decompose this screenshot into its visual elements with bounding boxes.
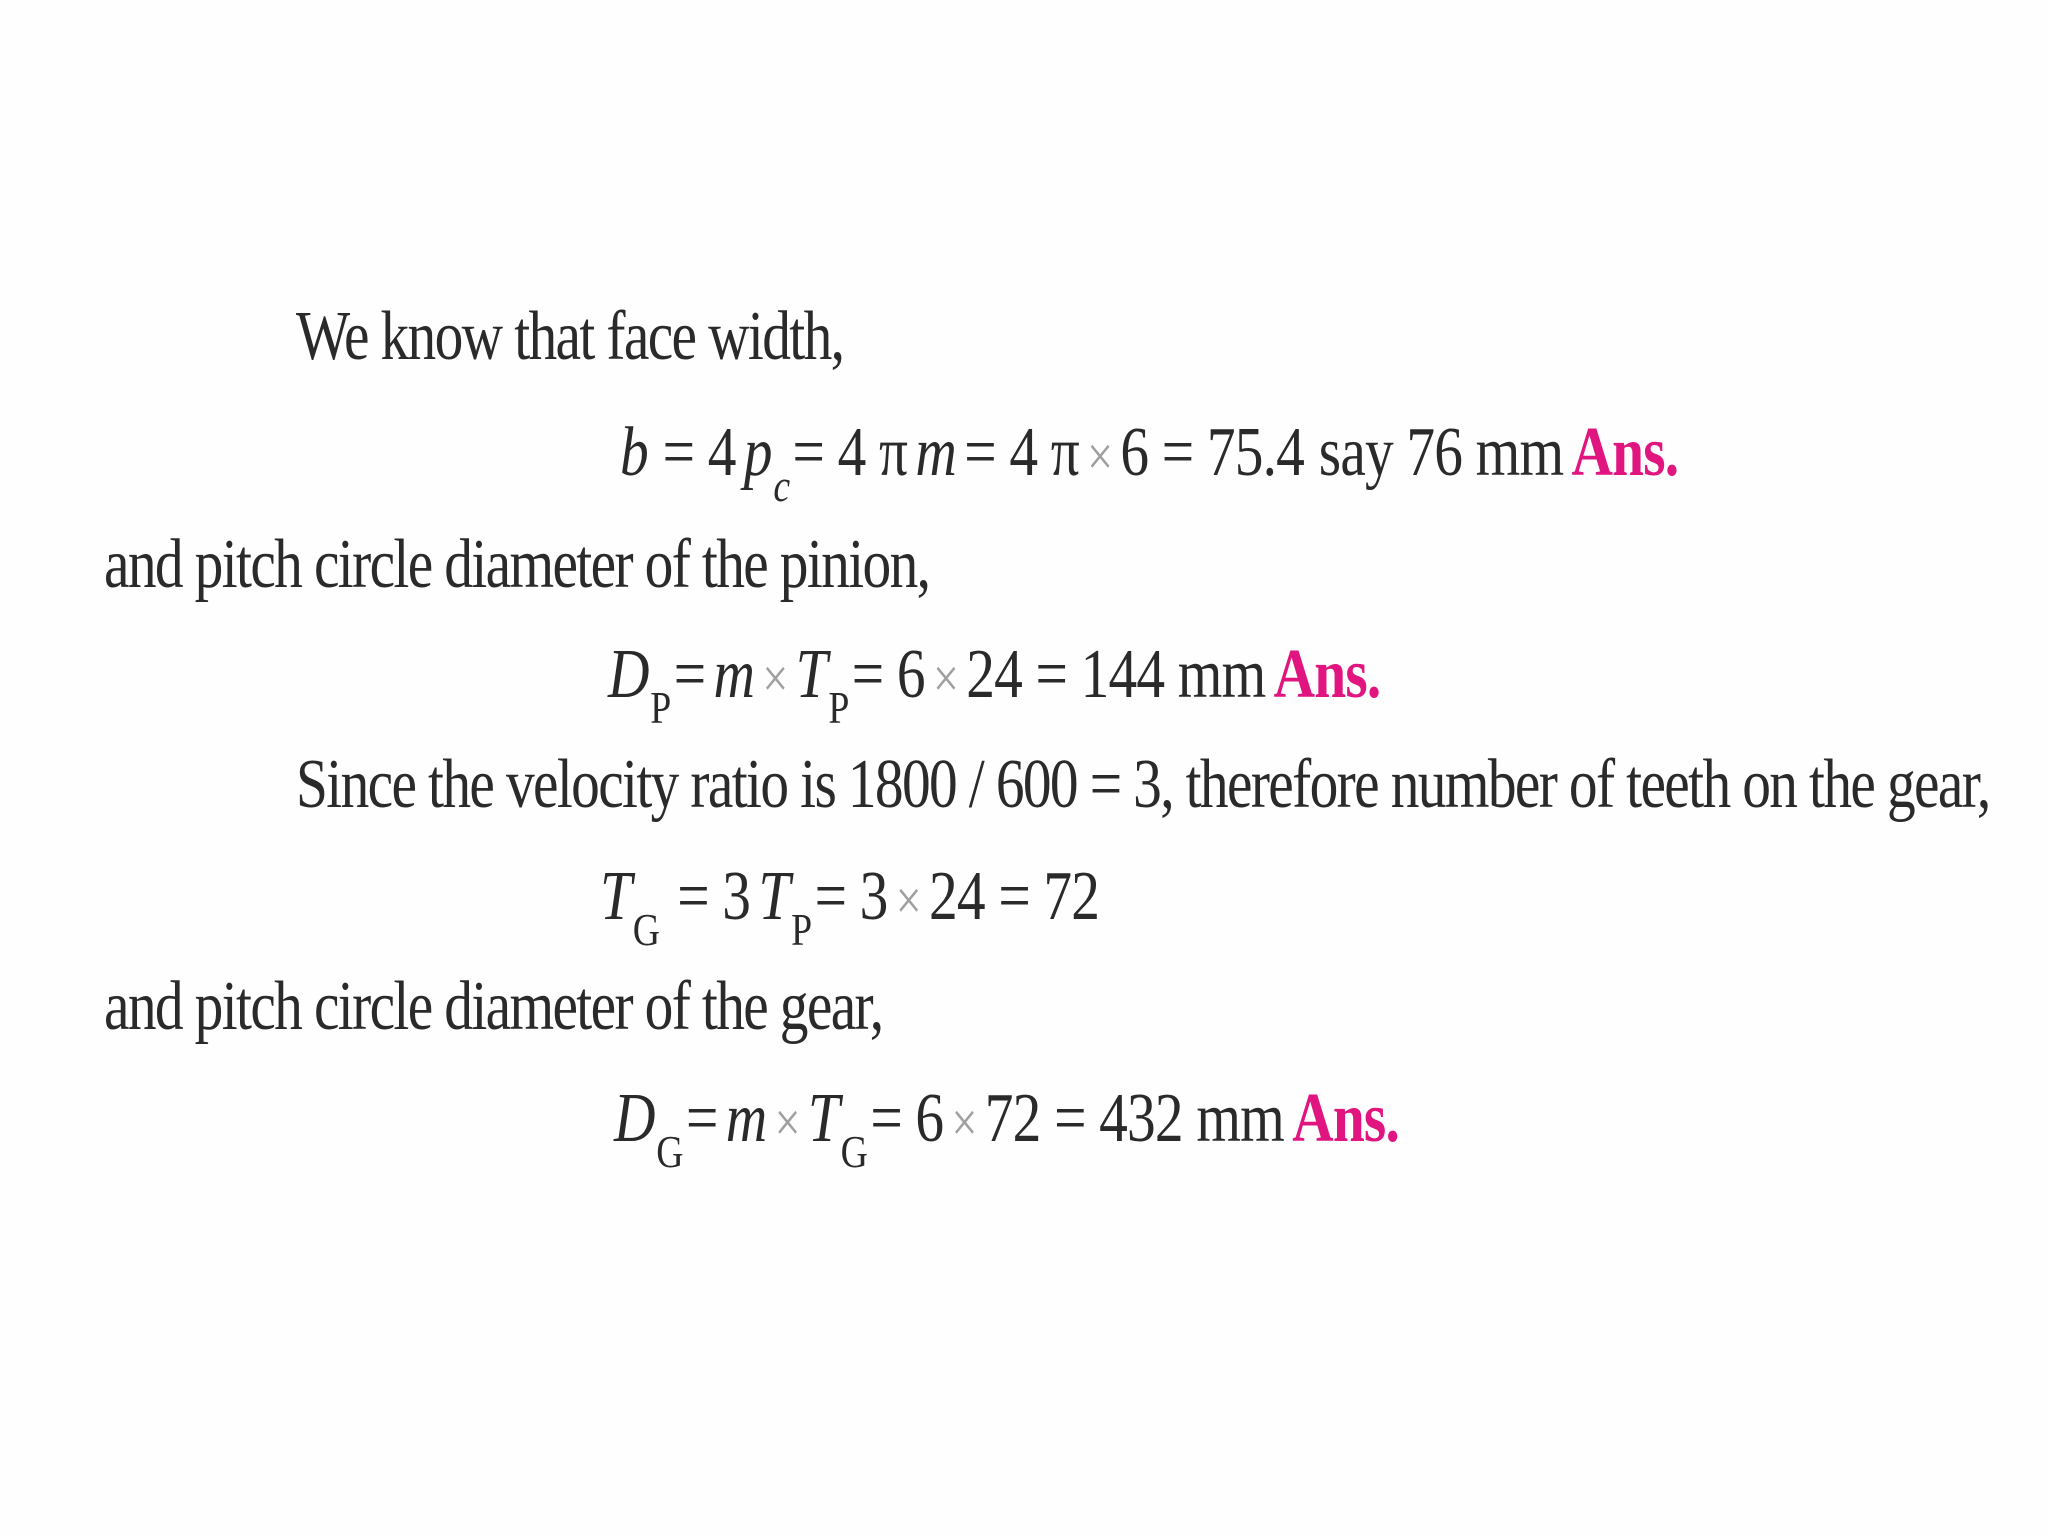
paragraph-text: Since the velocity ratio is 1800 / 600 = 3, therefore number of teeth on the gear, <box>296 746 1990 823</box>
variable-m: m <box>713 636 755 713</box>
subscript-p: P <box>650 682 671 733</box>
subscript-g: G <box>656 1126 683 1177</box>
equation-part: = 6 <box>851 636 925 713</box>
variable-t: T <box>795 636 827 713</box>
paragraph-pinion-diameter <box>104 526 930 603</box>
equation-face-width <box>620 414 1679 511</box>
times-sign: × <box>951 1092 977 1154</box>
equation-part: = <box>685 1080 718 1157</box>
paragraph-text: and pitch circle diameter of the pinion, <box>104 526 930 603</box>
paragraph-text: We know that face width, <box>296 298 844 375</box>
equation-part: = 4 <box>662 414 736 491</box>
times-sign: × <box>1087 426 1113 488</box>
equation-part: 6 = 75.4 <box>1120 414 1305 491</box>
equation-part: = 3 <box>814 858 888 935</box>
times-sign: × <box>895 870 921 932</box>
variable-t: T <box>807 1080 839 1157</box>
equation-say: say 76 mm <box>1318 414 1564 491</box>
variable-d: D <box>614 1080 655 1157</box>
equation-part: = 4 π <box>964 414 1079 491</box>
equation-part: = 3 <box>677 858 751 935</box>
subscript-g: G <box>632 904 660 955</box>
variable-t: T <box>600 858 632 935</box>
variable-t: T <box>758 858 790 935</box>
paragraph-velocity-ratio <box>296 746 1990 823</box>
equation-gear-teeth <box>600 858 1100 955</box>
equation-part: = 4 π <box>792 414 908 491</box>
subscript-p: P <box>791 904 812 955</box>
subscript-g: G <box>840 1126 868 1177</box>
times-sign: × <box>762 648 788 710</box>
times-sign: × <box>774 1092 800 1154</box>
equation-part: 24 = 144 mm <box>966 636 1266 713</box>
variable-p: p <box>743 414 772 491</box>
equation-pinion-diameter <box>608 636 1381 733</box>
paragraph-gear-diameter <box>104 968 883 1045</box>
equation-part: = 6 <box>870 1080 944 1157</box>
variable-d: D <box>608 636 649 713</box>
paragraph-text: and pitch circle diameter of the gear, <box>104 968 883 1045</box>
answer-label: Ans. <box>1292 1080 1399 1157</box>
variable-m: m <box>915 414 957 491</box>
times-sign: × <box>932 648 959 710</box>
subscript-p: P <box>828 682 849 733</box>
subscript-c: c <box>773 460 790 511</box>
paragraph-face-width <box>296 298 844 375</box>
equation-gear-diameter <box>614 1080 1399 1177</box>
equation-part: = <box>673 636 706 713</box>
variable-b: b <box>620 414 648 491</box>
answer-label: Ans. <box>1571 414 1679 491</box>
variable-m: m <box>725 1080 767 1157</box>
answer-label: Ans. <box>1273 636 1381 713</box>
equation-part: 24 = 72 <box>929 858 1100 935</box>
equation-part: 72 = 432 mm <box>984 1080 1284 1157</box>
